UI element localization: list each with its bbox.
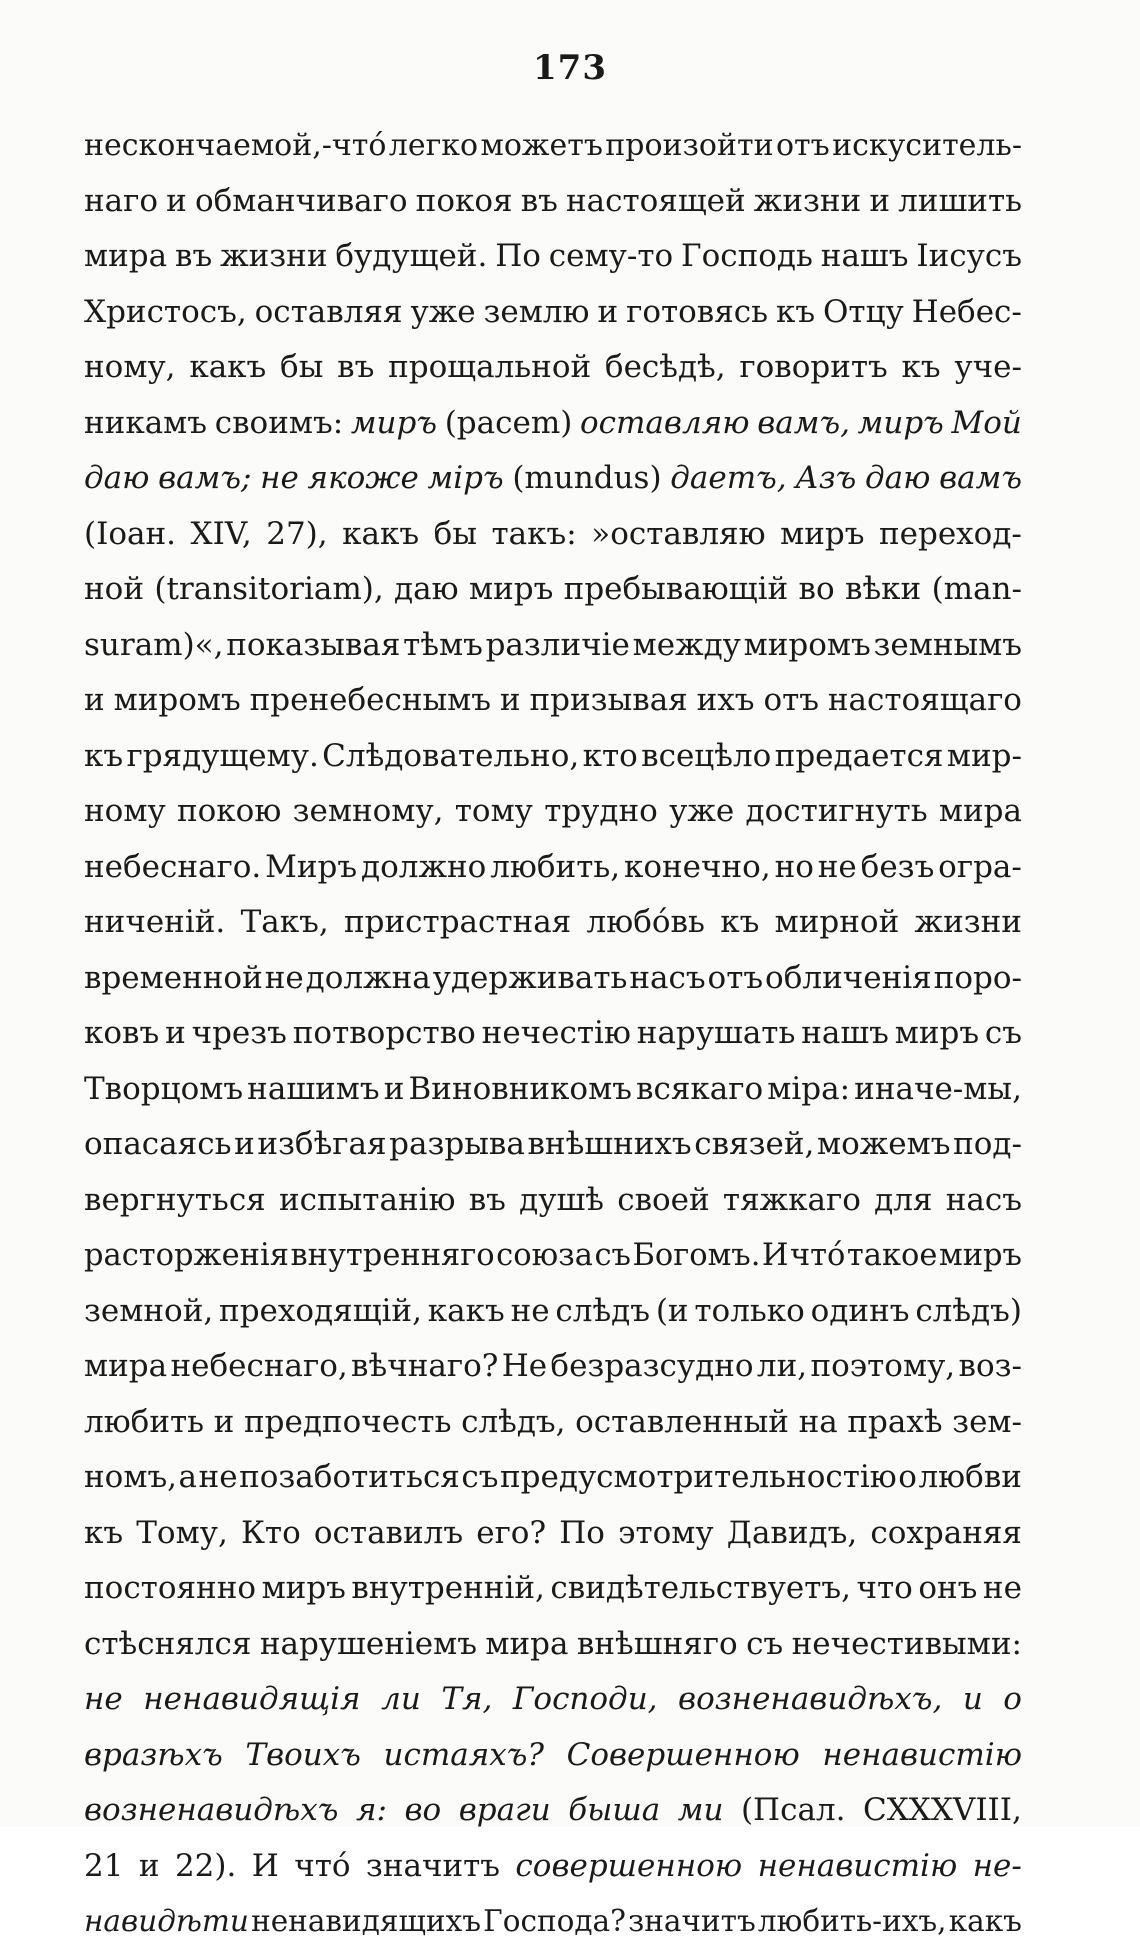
italic-word: Тя,: [441, 1681, 493, 1717]
word: его?: [476, 1514, 547, 1551]
word: (mundus): [512, 460, 662, 496]
italic-word: даю: [865, 460, 931, 496]
word: Іисусъ: [916, 238, 1022, 274]
word: міра:: [767, 1070, 851, 1107]
word: обличенія: [765, 959, 932, 996]
text-line: [84, 1894, 1022, 1950]
word: вѣчнаго?: [351, 1348, 499, 1384]
word: и: [165, 1015, 186, 1051]
word: такъ:: [491, 515, 577, 552]
word: любить: [84, 1403, 205, 1440]
italic-word: возненавидѣхъ: [84, 1792, 339, 1828]
word: огра-: [938, 848, 1022, 885]
word: избѣгая: [257, 1126, 387, 1162]
italic-word: Господи,: [512, 1681, 658, 1717]
word: слѣдъ): [915, 1292, 1022, 1329]
word: временной: [84, 959, 263, 996]
word: душѣ: [519, 1181, 604, 1218]
word: и: [597, 293, 619, 330]
italic-word: враги: [458, 1792, 551, 1828]
word: съ: [461, 1459, 499, 1495]
word: ному: [84, 793, 166, 829]
word: небеснаго,: [170, 1348, 348, 1384]
word: Слѣдовательно,: [322, 737, 580, 774]
word: не: [982, 1570, 1022, 1606]
text-line: [84, 1617, 1022, 1673]
word: бы: [280, 349, 324, 385]
italic-word: даю: [84, 460, 150, 496]
word: но: [774, 848, 814, 885]
word: Не: [501, 1348, 548, 1384]
word: ненавидящихъ: [251, 1904, 481, 1938]
word: (Іоан.: [84, 515, 177, 552]
text-line: [84, 1450, 1022, 1506]
text-line: [84, 784, 1022, 840]
word: Кто: [240, 1514, 301, 1551]
word: отъ: [775, 128, 830, 163]
italic-word: возненавидѣхъ,: [678, 1681, 943, 1717]
text-line: [84, 1839, 1022, 1895]
word: позаботиться: [239, 1459, 460, 1495]
word: съ: [594, 1238, 631, 1273]
word: настоящей: [565, 182, 746, 219]
word: для: [874, 1181, 933, 1218]
word: 27),: [266, 515, 328, 552]
word: мирной: [774, 904, 900, 940]
text-line: [84, 1062, 1022, 1118]
word: потворство: [292, 1015, 476, 1051]
word: Господь: [681, 238, 813, 274]
word: къ: [901, 349, 941, 385]
italic-word: я:: [355, 1792, 387, 1828]
word: Богомъ.: [632, 1238, 761, 1273]
text-line: [84, 1561, 1022, 1617]
text-line: [84, 1395, 1022, 1451]
word: под-: [953, 1126, 1022, 1162]
word: между: [632, 626, 741, 663]
word: ихъ: [696, 682, 755, 718]
word: какъ: [427, 1292, 505, 1329]
italic-word: Твоихъ: [245, 1736, 361, 1773]
word: мира: [938, 793, 1022, 829]
word: пренебеснымъ: [249, 682, 492, 718]
word: произойти: [605, 128, 774, 163]
word: нескончаемой,-что́: [84, 128, 387, 163]
word: обманчиваго: [194, 182, 408, 219]
word: Давидъ,: [726, 1514, 858, 1551]
word: всецѣло: [641, 737, 772, 774]
word: (и: [655, 1292, 689, 1329]
word: какъ: [189, 349, 267, 385]
text-line: [84, 618, 1022, 674]
word: CXXXVIII,: [863, 1792, 1022, 1828]
word: нечестію: [481, 1015, 631, 1051]
word: нашъ: [820, 238, 909, 274]
text-line: [84, 1672, 1022, 1728]
word: конечно,: [623, 848, 771, 885]
word: показывая: [226, 626, 401, 663]
text-line: [84, 1228, 1022, 1284]
word: мир-: [946, 737, 1022, 774]
text-line: [84, 507, 1022, 563]
word: мира: [485, 1625, 569, 1662]
italic-word: вамъ;: [158, 460, 252, 496]
text-line: [84, 1506, 1022, 1562]
italic-word: быша: [568, 1792, 661, 1828]
word: покою: [176, 793, 282, 829]
italic-word: вразѣхъ: [84, 1736, 223, 1773]
italic-word: не: [260, 460, 299, 496]
word: сему-то: [548, 238, 674, 274]
word: этому: [618, 1514, 714, 1551]
text-line: [84, 1173, 1022, 1229]
word: даю: [394, 571, 459, 607]
word: Творцомъ: [84, 1070, 244, 1107]
word: къ: [84, 737, 124, 774]
word: миръ: [468, 571, 554, 607]
word: Христосъ,: [84, 293, 247, 330]
text-line: [84, 729, 1022, 785]
text-line: [84, 229, 1022, 285]
word: внутренній,: [351, 1570, 545, 1606]
word: а: [178, 1459, 198, 1495]
word: слѣдъ: [555, 1292, 650, 1329]
word: покоя: [415, 182, 513, 219]
word: преходящій,: [219, 1292, 422, 1329]
italic-word: даетъ,: [670, 460, 787, 496]
italic-word: ли: [381, 1681, 421, 1717]
italic-word: и: [962, 1681, 983, 1717]
word: тому: [454, 793, 533, 829]
word: нашъ: [801, 1015, 889, 1051]
word: и: [84, 682, 105, 718]
word: И: [761, 1238, 789, 1273]
word: къ: [84, 1514, 124, 1551]
word: къ: [720, 904, 760, 940]
word: пребывающій: [563, 571, 789, 607]
word: любить,: [490, 848, 621, 885]
word: земной,: [84, 1292, 214, 1329]
word: бы: [433, 515, 477, 552]
word: одинъ: [810, 1292, 910, 1329]
word: Виновникомъ: [408, 1070, 632, 1107]
word: земному,: [292, 793, 444, 829]
word: ковъ: [84, 1015, 160, 1051]
word: слѣдъ,: [461, 1403, 566, 1440]
italic-word: вамъ,: [757, 404, 850, 441]
italic-word: якоже: [307, 460, 419, 496]
word: уже: [669, 793, 735, 829]
text-line: [84, 451, 1022, 507]
word: постоянно: [84, 1570, 257, 1606]
word: и: [166, 182, 187, 219]
text-line: [84, 174, 1022, 230]
word: ному,: [84, 349, 176, 385]
word: отъ: [707, 959, 764, 996]
word: такое: [846, 1238, 938, 1273]
word: 22).: [174, 1847, 237, 1884]
italic-word: совершенною: [515, 1847, 743, 1884]
word: трудно: [544, 793, 658, 829]
word: тѣмъ: [403, 626, 483, 663]
word: нарушать: [636, 1015, 796, 1051]
word: Господа?: [483, 1904, 626, 1938]
word: удерживать: [432, 959, 628, 996]
word: Миръ: [265, 848, 358, 885]
word: миръ: [261, 1570, 346, 1606]
word: внѣшняго: [576, 1625, 738, 1662]
word: внутренняго: [290, 1238, 495, 1273]
word: союза: [496, 1238, 593, 1273]
word: и: [383, 1070, 405, 1107]
italic-word: навидѣти: [84, 1904, 249, 1938]
word: какъ: [948, 1904, 1022, 1938]
word: въ: [337, 349, 375, 385]
word: не: [510, 1292, 550, 1329]
word: какъ: [342, 515, 420, 552]
word: искуситель-: [832, 128, 1022, 163]
text-line: [84, 340, 1022, 396]
word: не: [264, 959, 304, 996]
word: сохраняя: [870, 1514, 1022, 1551]
italic-word: ненавистію: [822, 1736, 1022, 1773]
word: (man-: [931, 571, 1022, 607]
word: насъ: [629, 959, 706, 996]
word: расторженія: [84, 1238, 289, 1273]
word: земнымъ: [873, 626, 1022, 663]
word: suram)«,: [84, 626, 224, 663]
word: предается: [774, 737, 944, 774]
word: наго: [84, 182, 159, 219]
italic-word: ненавидящія: [143, 1681, 361, 1717]
word: съ: [746, 1625, 784, 1662]
body-text: [84, 118, 1022, 1950]
italic-word: ми: [677, 1792, 724, 1828]
italic-word: оставляю: [580, 404, 750, 441]
word: оставилъ: [313, 1514, 464, 1551]
text-line: [84, 1006, 1022, 1062]
italic-word: истаяхъ?: [383, 1736, 544, 1773]
italic-word: во: [404, 1792, 442, 1828]
word: что́: [790, 1238, 846, 1273]
word: миромъ: [113, 682, 241, 718]
word: можемъ: [817, 1126, 951, 1162]
italic-word: Мой: [951, 404, 1022, 441]
word: безъ: [860, 848, 935, 885]
word: (transitoriam),: [154, 571, 384, 607]
word: нашимъ: [247, 1070, 380, 1107]
word: прахѣ: [847, 1403, 943, 1440]
word: Тому,: [136, 1514, 228, 1551]
word: безразсудно: [550, 1348, 754, 1384]
word: къ: [775, 293, 816, 330]
word: никамъ: [84, 404, 208, 441]
word: вергнуться: [84, 1181, 266, 1218]
word: и: [213, 1403, 235, 1440]
word: готовясь: [626, 293, 769, 330]
word: тяжкаго: [722, 1181, 861, 1218]
word: миръ: [780, 515, 865, 552]
text-line: [84, 1783, 1022, 1839]
word: По: [559, 1514, 605, 1551]
italic-word: міръ: [427, 460, 504, 496]
italic-word: о: [1003, 1681, 1022, 1717]
text-line: [84, 562, 1022, 618]
italic-word: миръ: [350, 404, 438, 441]
word: жизни: [914, 904, 1022, 940]
word: и: [138, 1847, 160, 1884]
word: номъ,: [84, 1459, 178, 1495]
word: что́: [294, 1847, 351, 1884]
italic-word: миръ: [857, 404, 944, 441]
word: 21: [84, 1847, 124, 1884]
word: прощальной: [388, 349, 592, 385]
word: значитъ: [628, 1904, 756, 1938]
word: миръ: [938, 1238, 1022, 1273]
word: иначе-мы,: [854, 1070, 1022, 1107]
word: можетъ: [480, 128, 603, 163]
word: въ: [468, 1181, 506, 1218]
word: различіе: [485, 626, 630, 663]
word: о: [898, 1459, 917, 1495]
word: переход-: [878, 515, 1022, 552]
word: XIV,: [190, 515, 252, 552]
word: поэтому,: [810, 1348, 956, 1384]
word: стѣснялся: [84, 1625, 252, 1662]
word: свидѣтельствуетъ,: [550, 1570, 851, 1606]
word: не: [198, 1459, 238, 1495]
word: миромъ: [743, 626, 871, 663]
word: И: [251, 1847, 279, 1884]
word: связей,: [694, 1126, 815, 1162]
word: оставляя: [254, 293, 403, 330]
word: мира: [84, 1348, 168, 1384]
word: разрыва: [389, 1126, 525, 1162]
word: и: [869, 182, 890, 219]
word: достигнуть: [745, 793, 928, 829]
word: Отцу: [823, 293, 904, 330]
word: вѣки: [845, 571, 922, 607]
word: что: [856, 1570, 913, 1606]
text-line: [84, 1284, 1022, 1340]
word: ли,: [756, 1348, 808, 1384]
word: предпочесть: [243, 1403, 452, 1440]
word: лишить: [898, 182, 1022, 219]
word: пристрастная: [344, 904, 572, 940]
word: оставленный: [575, 1403, 789, 1440]
text-line: [84, 840, 1022, 896]
word: уже: [410, 293, 476, 330]
word: нечестивыми:: [791, 1625, 1022, 1662]
word: бесѣдѣ,: [604, 349, 726, 385]
text-line: [84, 1728, 1022, 1784]
word: говоритъ: [739, 349, 888, 385]
word: предусмотрительностію: [500, 1459, 897, 1495]
word: миръ: [894, 1015, 980, 1051]
word: внѣшнихъ: [527, 1126, 692, 1162]
word: не: [817, 848, 857, 885]
word: любо́вь: [586, 904, 705, 940]
word: испытанію: [278, 1181, 456, 1218]
word: будущей.: [335, 238, 488, 274]
word: во: [798, 571, 835, 607]
word: жизни: [220, 238, 328, 274]
word: мира: [84, 238, 168, 274]
word: насъ: [945, 1181, 1022, 1218]
word: съ: [984, 1015, 1022, 1051]
italic-word: ненавистію: [757, 1847, 958, 1884]
italic-word: вамъ: [939, 460, 1022, 496]
word: кто: [582, 737, 638, 774]
word: Небес-: [911, 293, 1022, 330]
word: только: [694, 1292, 805, 1329]
word: небеснаго.: [84, 848, 262, 885]
word: поро-: [933, 959, 1022, 996]
word: на: [798, 1403, 838, 1440]
word: опасаясь: [84, 1126, 232, 1162]
word: зем-: [952, 1403, 1022, 1440]
word: нарушеніемъ: [259, 1625, 477, 1662]
text-line: [84, 951, 1022, 1007]
word: любви: [918, 1459, 1022, 1495]
word: (pacem): [444, 404, 573, 441]
word: должна: [305, 959, 431, 996]
word: землю: [483, 293, 590, 330]
word: призывая: [529, 682, 688, 718]
italic-word: не: [84, 1681, 123, 1717]
italic-word: Азъ: [795, 460, 857, 496]
word: чрезъ: [191, 1015, 287, 1051]
text-line: [84, 118, 1022, 174]
word: ной: [84, 571, 144, 607]
text-line: [84, 285, 1022, 341]
text-line: [84, 673, 1022, 729]
word: любить-ихъ,: [757, 1904, 947, 1938]
word: отъ: [763, 682, 819, 718]
word: своимъ:: [214, 404, 344, 441]
word: своей: [617, 1181, 710, 1218]
word: онъ: [918, 1570, 978, 1606]
word: въ: [175, 238, 213, 274]
word: настоящаго: [827, 682, 1022, 718]
word: »оставляю: [591, 515, 766, 552]
word: воз-: [958, 1348, 1022, 1384]
word: Такъ,: [240, 904, 329, 940]
word: жизни: [753, 182, 862, 219]
text-line: [84, 1339, 1022, 1395]
word: и: [499, 682, 521, 718]
word: въ: [520, 182, 558, 219]
word: и: [234, 1126, 255, 1162]
word: По: [495, 238, 541, 274]
word: легко: [388, 128, 479, 163]
text-line: [84, 1117, 1022, 1173]
word: уче-: [954, 349, 1022, 385]
word: должно: [361, 848, 487, 885]
word: значитъ: [365, 1847, 501, 1884]
word: (Псал.: [740, 1792, 846, 1828]
word: ниченій.: [84, 904, 226, 940]
word: всякаго: [636, 1070, 764, 1107]
word: грядущему.: [126, 737, 319, 774]
page-number: 173: [533, 48, 607, 88]
italic-word: Совершенною: [566, 1736, 800, 1773]
italic-word: не-: [972, 1847, 1022, 1884]
text-line: [84, 895, 1022, 951]
text-line: [84, 396, 1022, 452]
